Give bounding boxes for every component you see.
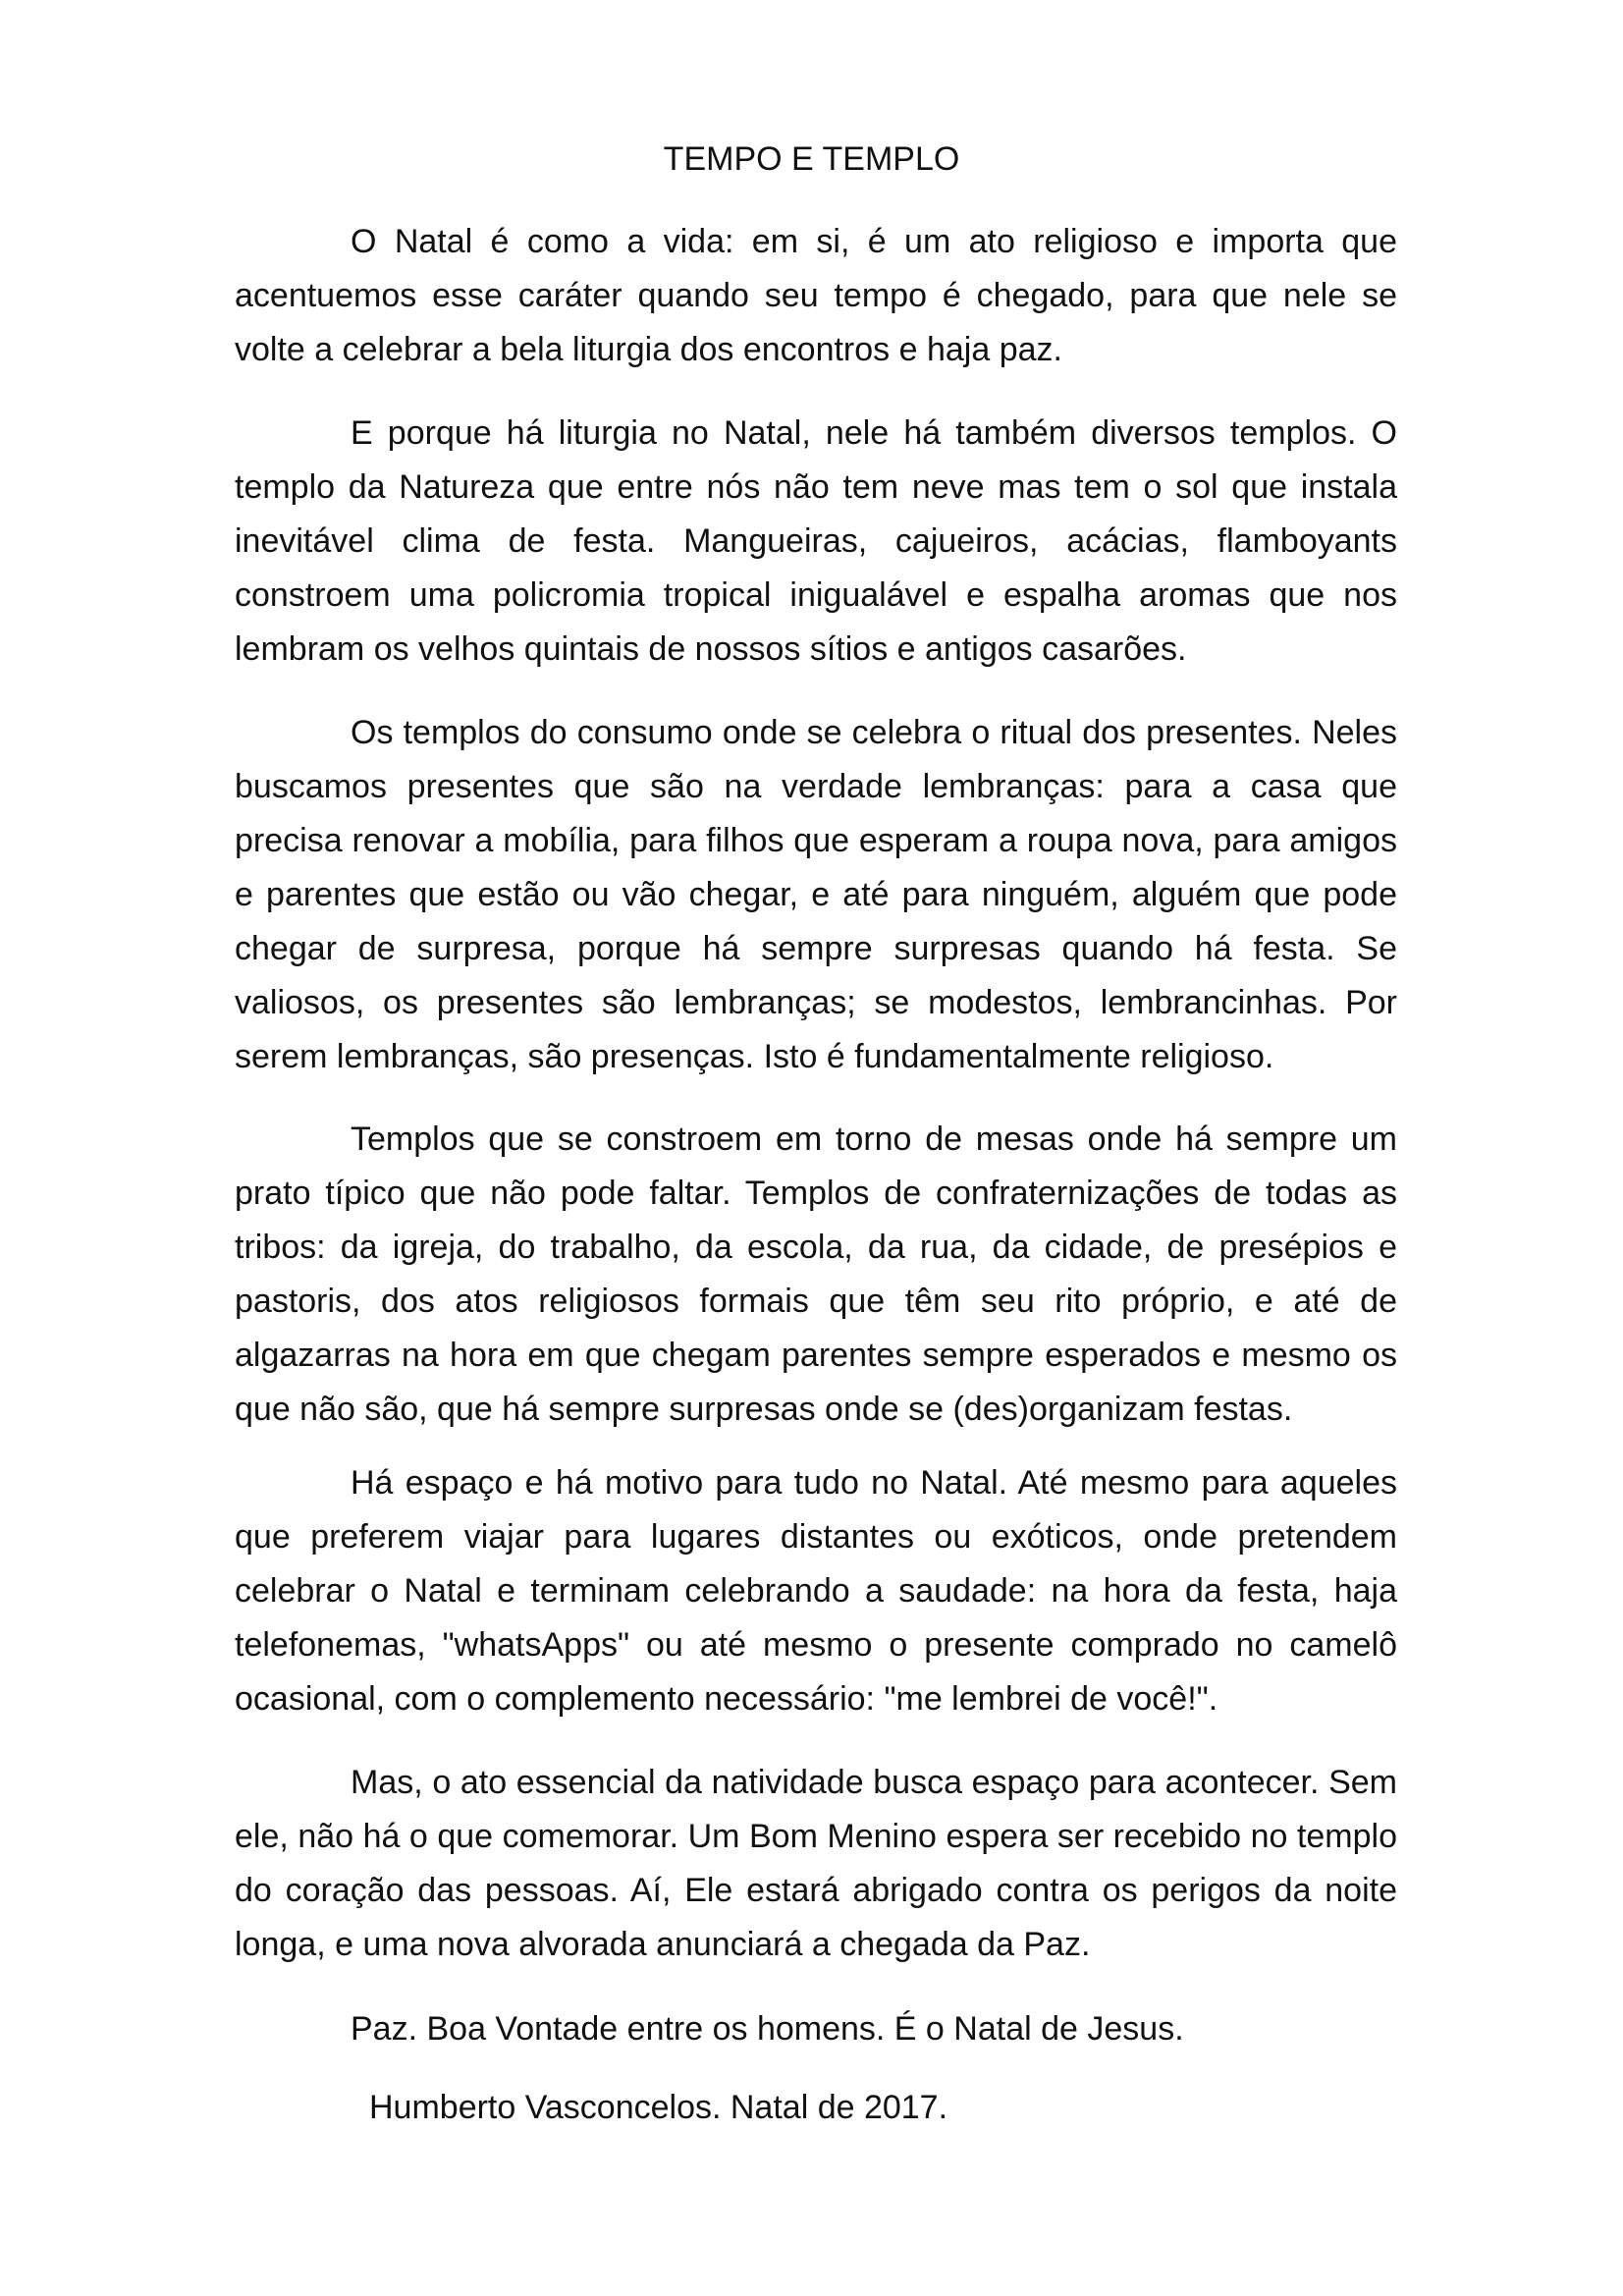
paragraph-3: Os templos do consumo onde se celebra o ritual dos presentes. Neles buscamos presentes que são na verdade lembranças: para a casa que precisa renovar a mobília, para filhos que esperam a roupa nova, para amigos e parentes que estão ou vão chegar, e até para ninguém, alguém que pode chegar de surpresa, porque há sempre surpresas quando há festa. Se valiosos, os presentes são lembranças; se modestos, lembrancinhas. Por serem lembranças, são presenças. Isto é fundamentalmente religioso. [235,714,1397,1075]
paragraph-2: E porque há liturgia no Natal, nele há também diversos templos. O templo da Natureza que entre nós não tem neve mas tem o sol que instala inevitável clima de festa. Mangueiras, cajueiros, acácias, flamboyants constroem uma policromia tropical inigualável e espalha aromas que nos lembram os velhos quintais de nossos sítios e antigos casarões. [235,414,1397,668]
paragraph-5: Há espaço e há motivo para tudo no Natal. Até mesmo para aqueles que preferem viajar para lugares distantes ou exóticos, onde pretendem celebrar o Natal e terminam celebrando a saudade: na hora da festa, haja telefonemas, "whatsApps" ou até mesmo o presente comprado no camelô ocasional, com o complemento necessário: "me lembrei de você!". [235,1464,1397,1718]
paragraph-6: Mas, o ato essencial da natividade busca espaço para acontecer. Sem ele, não há o que comemorar. Um Bom Menino espera ser recebido no templo do coração das pessoas. Aí, Ele estará abrigado contra os perigos da noite longa, e uma nova alvorada anunciará a chegada da Paz. [235,1764,1397,1963]
closing-line: Paz. Boa Vontade entre os homens. É o Natal de Jesus. [351,2010,1184,2048]
document-title: TEMPO E TEMPLO [663,140,960,178]
signature-line: Humberto Vasconcelos. Natal de 2017. [369,2089,948,2126]
paragraph-1: O Natal é como a vida: em si, é um ato religioso e importa que acentuemos esse caráter quando seu tempo é chegado, para que nele se volte a celebrar a bela liturgia dos encontros e haja paz. [235,223,1397,368]
paragraph-4: Templos que se constroem em torno de mesas onde há sempre um prato típico que não pode faltar. Templos de confraternizações de todas as tribos: da igreja, do trabalho, da escola, da rua, da cidade, de presépios e pastoris, dos atos religiosos formais que têm seu rito próprio, e até de algazarras na hora em que chegam parentes sempre esperados e mesmo os que não são, que há sempre surpresas onde se (des)organizam festas. [235,1121,1397,1428]
